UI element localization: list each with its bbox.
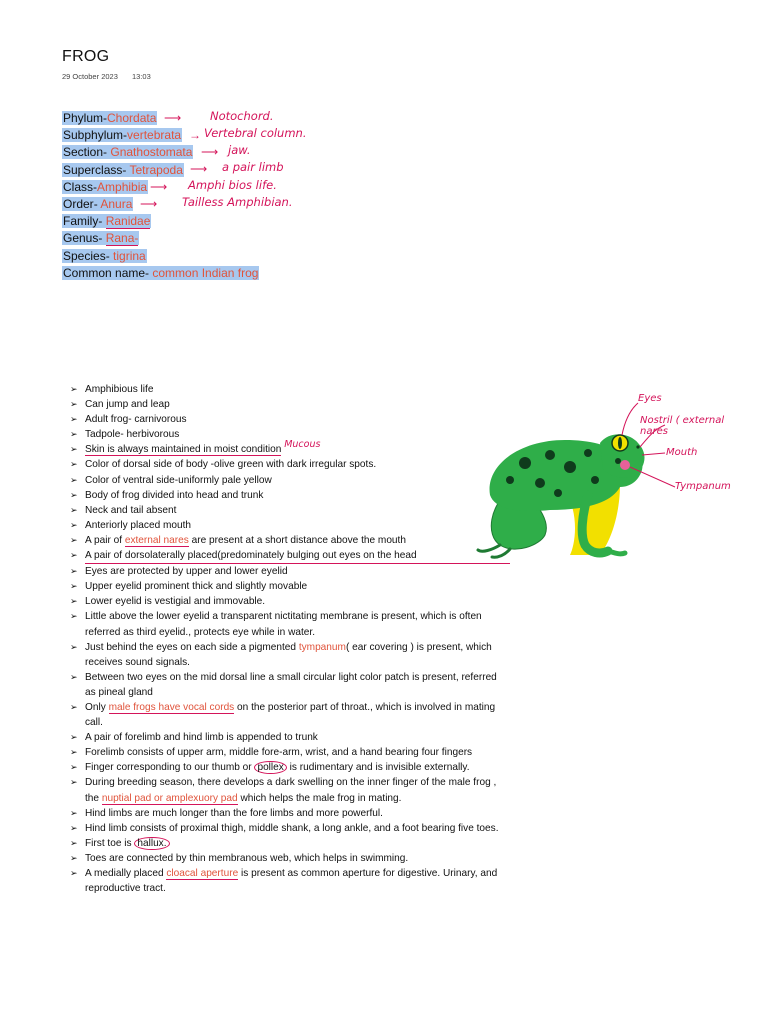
facts-list	[70, 382, 510, 896]
list-item: ➢ Between two eyes on the mid dorsal line a small circular light color patch is present, referred as pineal gland	[70, 670, 510, 700]
arrow-icon: ⟶	[164, 111, 182, 125]
taxonomy-row: Class-Amphibia	[63, 179, 148, 194]
taxonomy-value: Tetrapoda	[129, 162, 183, 177]
arrow-bullet-icon: ➢	[70, 701, 78, 712]
list-item: ➢ Color of dorsal side of body -olive green with dark irregular spots.	[70, 457, 510, 472]
taxonomy-row: Genus- Rana-	[63, 231, 139, 246]
arrow-bullet-icon: ➢	[70, 747, 78, 758]
taxonomy-label: Section	[63, 145, 104, 160]
arrow-bullet-icon: ➢	[70, 444, 78, 455]
frog-illustration	[470, 395, 760, 565]
taxonomy-label: Subphylum	[63, 128, 124, 143]
page-date: 29 October 2023	[62, 72, 118, 81]
taxonomy-value: Anura	[100, 196, 133, 211]
frog-label-eyes: Eyes	[638, 393, 662, 404]
page-time: 13:03	[131, 72, 151, 81]
taxonomy-label: Superclass	[63, 162, 123, 177]
arrow-bullet-icon: ➢	[70, 534, 78, 545]
page-meta	[62, 72, 163, 81]
page-title: FROG	[62, 48, 110, 65]
arrow-bullet-icon: ➢	[70, 596, 78, 607]
taxonomy-row: Subphylum-vertebrata	[63, 128, 182, 143]
taxonomy-value: Amphibia	[97, 179, 148, 194]
frog-label-nostril: Nostril ( external nares	[640, 415, 725, 437]
arrow-icon: ⟶	[150, 180, 168, 194]
arrow-bullet-icon: ➢	[70, 732, 78, 743]
list-item: ➢ Skin is always maintained in moist condition Mucous	[70, 442, 510, 457]
taxonomy-row: Section- Gnathostomata	[63, 145, 193, 160]
list-item: ➢ Finger corresponding to our thumb or pollex is rudimentary and is invisible externally.	[70, 760, 510, 775]
handwritten-note: jaw.	[228, 143, 251, 157]
arrow-icon: ⟶	[201, 145, 219, 159]
arrow-bullet-icon: ➢	[70, 807, 78, 818]
handwritten-note: Mucous	[284, 439, 321, 451]
arrow-icon: →	[189, 128, 201, 142]
taxonomy-label: Phylum	[63, 111, 104, 125]
taxonomy-value: Rana-	[105, 231, 139, 246]
list-item: ➢ First toe is hallux.	[70, 836, 510, 851]
list-item: ➢ Little above the lower eyelid a transparent nictitating membrane is present, which is often referred as third eyelid., protects eye while in water.	[70, 609, 510, 639]
handwritten-note: a pair limb	[222, 160, 284, 174]
list-item: ➢ A pair of forelimb and hind limb is appended to trunk	[70, 730, 510, 745]
list-item: ➢ Tadpole- herbivorous	[70, 427, 510, 442]
list-item: ➢ Anteriorly placed mouth	[70, 518, 510, 533]
taxonomy-value: Ranidae	[105, 214, 151, 229]
list-item: ➢ A pair of dorsolaterally placed(predominately bulging out eyes on the head	[70, 548, 510, 564]
list-item: ➢ Hind limb consists of proximal thigh, middle shank, a long ankle, and a foot bearing five toes.	[70, 821, 510, 836]
list-item: ➢ Hind limbs are much longer than the fore limbs and more powerful.	[70, 806, 510, 821]
list-item: ➢ A medially placed cloacal aperture is present as common aperture for digestive. Urinary, and reproductive tract.	[70, 866, 510, 896]
taxonomy-label: Genus	[63, 231, 99, 246]
handwritten-note: Notochord.	[210, 109, 274, 123]
list-item: ➢ Eyes are protected by upper and lower eyelid	[70, 564, 510, 579]
taxonomy-label: Class	[63, 179, 94, 194]
taxonomy-row: Superclass- Tetrapoda	[63, 162, 183, 177]
list-item: ➢ Body of frog divided into head and trunk	[70, 488, 510, 503]
arrow-bullet-icon: ➢	[70, 852, 78, 863]
list-item: ➢ Toes are connected by thin membranous web, which helps in swimming.	[70, 851, 510, 866]
arrow-bullet-icon: ➢	[70, 399, 78, 410]
list-item: ➢ Lower eyelid is vestigial and immovable.	[70, 594, 510, 609]
list-item: ➢ During breeding season, there develops a dark swelling on the inner finger of the male frog , the nuptial pad or amplexuory pad which helps the male frog in mating.	[70, 775, 510, 805]
taxonomy-value: Chordata	[107, 111, 157, 125]
list-item: ➢ Just behind the eyes on each side a pigmented tympanum( ear covering ) is present, which receives sound signals.	[70, 640, 510, 670]
arrow-bullet-icon: ➢	[70, 519, 78, 530]
taxonomy-label: Family	[63, 214, 99, 229]
list-item: ➢ Color of ventral side-uniformly pale yellow	[70, 473, 510, 488]
list-item: ➢ Amphibious life	[70, 382, 510, 397]
arrow-bullet-icon: ➢	[70, 581, 78, 592]
taxonomy-value: Gnathostomata	[110, 145, 193, 160]
arrow-bullet-icon: ➢	[70, 459, 78, 470]
list-item: ➢ Upper eyelid prominent thick and slightly movable	[70, 579, 510, 594]
arrow-bullet-icon: ➢	[70, 429, 78, 440]
taxonomy-row: Common name- common Indian frog	[63, 265, 259, 280]
frog-label-mouth: Mouth	[666, 447, 698, 458]
taxonomy-label: Species	[63, 248, 106, 263]
arrow-bullet-icon: ➢	[70, 550, 78, 561]
handwritten-note: Amphi bios life.	[188, 178, 277, 192]
arrow-icon: ⟶	[140, 197, 158, 211]
list-item: ➢ Can jump and leap	[70, 397, 510, 412]
taxonomy-row: Order- Anura	[63, 196, 133, 211]
arrow-bullet-icon: ➢	[70, 762, 78, 773]
taxonomy-value: common Indian frog	[152, 265, 259, 280]
arrow-bullet-icon: ➢	[70, 777, 78, 788]
list-item: ➢ Adult frog- carnivorous	[70, 412, 510, 427]
taxonomy-row: Species- tigrina	[63, 248, 146, 263]
taxonomy-value: vertebrata	[127, 128, 182, 143]
handwritten-note: Tailless Amphibian.	[182, 195, 293, 209]
arrow-bullet-icon: ➢	[70, 566, 78, 577]
arrow-bullet-icon: ➢	[70, 611, 78, 622]
arrow-bullet-icon: ➢	[70, 384, 78, 394]
arrow-bullet-icon: ➢	[70, 504, 78, 515]
arrow-bullet-icon: ➢	[70, 837, 78, 848]
handwritten-note: Vertebral column.	[204, 126, 307, 140]
arrow-bullet-icon: ➢	[70, 641, 78, 652]
list-item: ➢ Forelimb consists of upper arm, middle fore-arm, wrist, and a hand bearing four fingers	[70, 745, 510, 760]
list-item: ➢ Neck and tail absent	[70, 503, 510, 518]
arrow-bullet-icon: ➢	[70, 489, 78, 500]
list-item: ➢ Only male frogs have vocal cords on the posterior part of throat., which is involved in mating call.	[70, 700, 510, 730]
taxonomy-row: Phylum-Chordata	[63, 111, 157, 125]
arrow-bullet-icon: ➢	[70, 671, 78, 682]
arrow-bullet-icon: ➢	[70, 474, 78, 485]
arrow-bullet-icon: ➢	[70, 822, 78, 833]
arrow-bullet-icon: ➢	[70, 868, 78, 878]
arrow-icon: ⟶	[190, 162, 208, 176]
taxonomy-row: Family- Ranidae	[63, 214, 151, 229]
arrow-bullet-icon: ➢	[70, 414, 78, 425]
frog-label-tympanum: Tympanum	[675, 481, 731, 492]
taxonomy-label: Order	[63, 196, 94, 211]
taxonomy-value: tigrina	[113, 248, 146, 263]
taxonomy-label: Common name	[63, 265, 146, 280]
list-item: ➢ A pair of external nares are present at a short distance above the mouth	[70, 533, 510, 548]
